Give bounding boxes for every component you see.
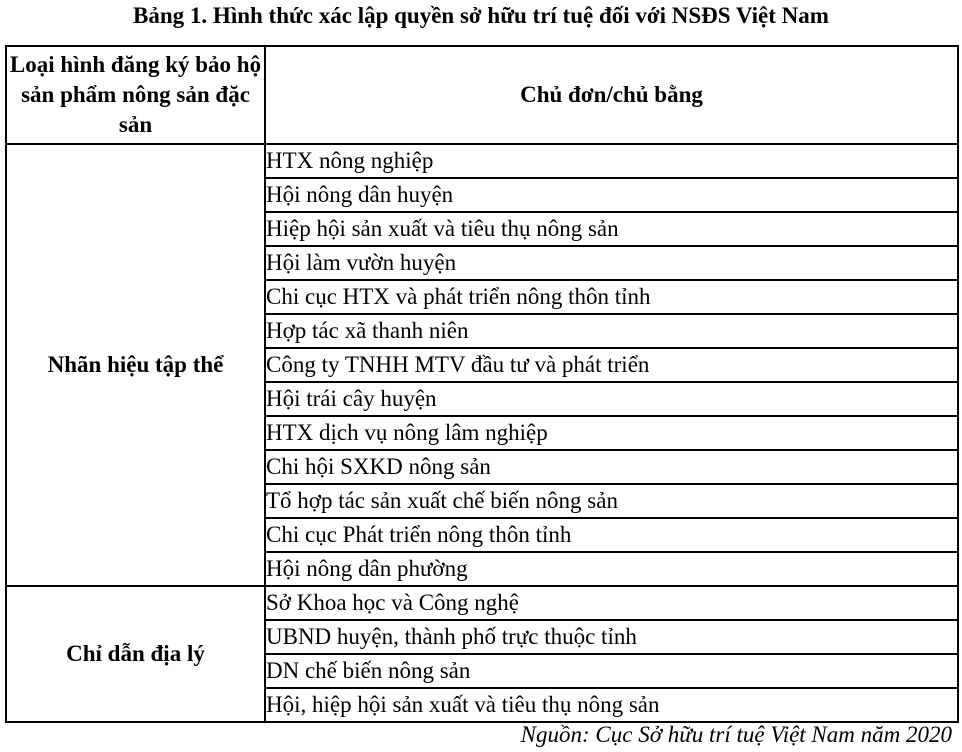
owner-cell: HTX nông nghiệp <box>265 144 958 178</box>
table-row <box>6 586 958 620</box>
owner-cell: HTX dịch vụ nông lâm nghiệp <box>265 416 958 450</box>
owner-cell: Hội làm vườn huyện <box>265 246 958 280</box>
owner-cell: Sở Khoa học và Công nghệ <box>265 586 958 620</box>
header-row <box>6 46 958 144</box>
table-row <box>6 144 958 178</box>
owner-cell: Hội, hiệp hội sản xuất và tiêu thụ nông sản <box>265 688 958 722</box>
owner-cell: Chi hội SXKD nông sản <box>265 450 958 484</box>
owner-cell: UBND huyện, thành phố trực thuộc tỉnh <box>265 620 958 654</box>
owner-cell: DN chế biến nông sản <box>265 654 958 688</box>
owner-cell: Công ty TNHH MTV đầu tư và phát triển <box>265 348 958 382</box>
header-registration-type: Loại hình đăng ký bảo hộ sản phẩm nông sản đặc sản <box>6 46 265 144</box>
registration-type-cell: Chỉ dẫn địa lý <box>6 586 265 722</box>
owner-cell: Tổ hợp tác sản xuất chế biến nông sản <box>265 484 958 518</box>
registration-type-cell: Nhãn hiệu tập thể <box>6 144 265 586</box>
owner-cell: Chi cục Phát triển nông thôn tỉnh <box>265 518 958 552</box>
owner-cell: Hợp tác xã thanh niên <box>265 314 958 348</box>
owner-cell: Hội nông dân huyện <box>265 178 958 212</box>
table-body <box>6 144 958 722</box>
owner-cell: Hiệp hội sản xuất và tiêu thụ nông sản <box>265 212 958 246</box>
source-note: Nguồn: Cục Sở hữu trí tuệ Việt Nam năm 2020 <box>520 722 952 747</box>
table-title: Bảng 1. Hình thức xác lập quyền sở hữu trí tuệ đối với NSĐS Việt Nam <box>133 3 829 28</box>
owner-cell: Chi cục HTX và phát triển nông thôn tỉnh <box>265 280 958 314</box>
ip-ownership-table <box>5 45 959 723</box>
owner-cell: Hội nông dân phường <box>265 552 958 586</box>
header-owner: Chủ đơn/chủ bằng <box>265 46 958 144</box>
owner-cell: Hội trái cây huyện <box>265 382 958 416</box>
